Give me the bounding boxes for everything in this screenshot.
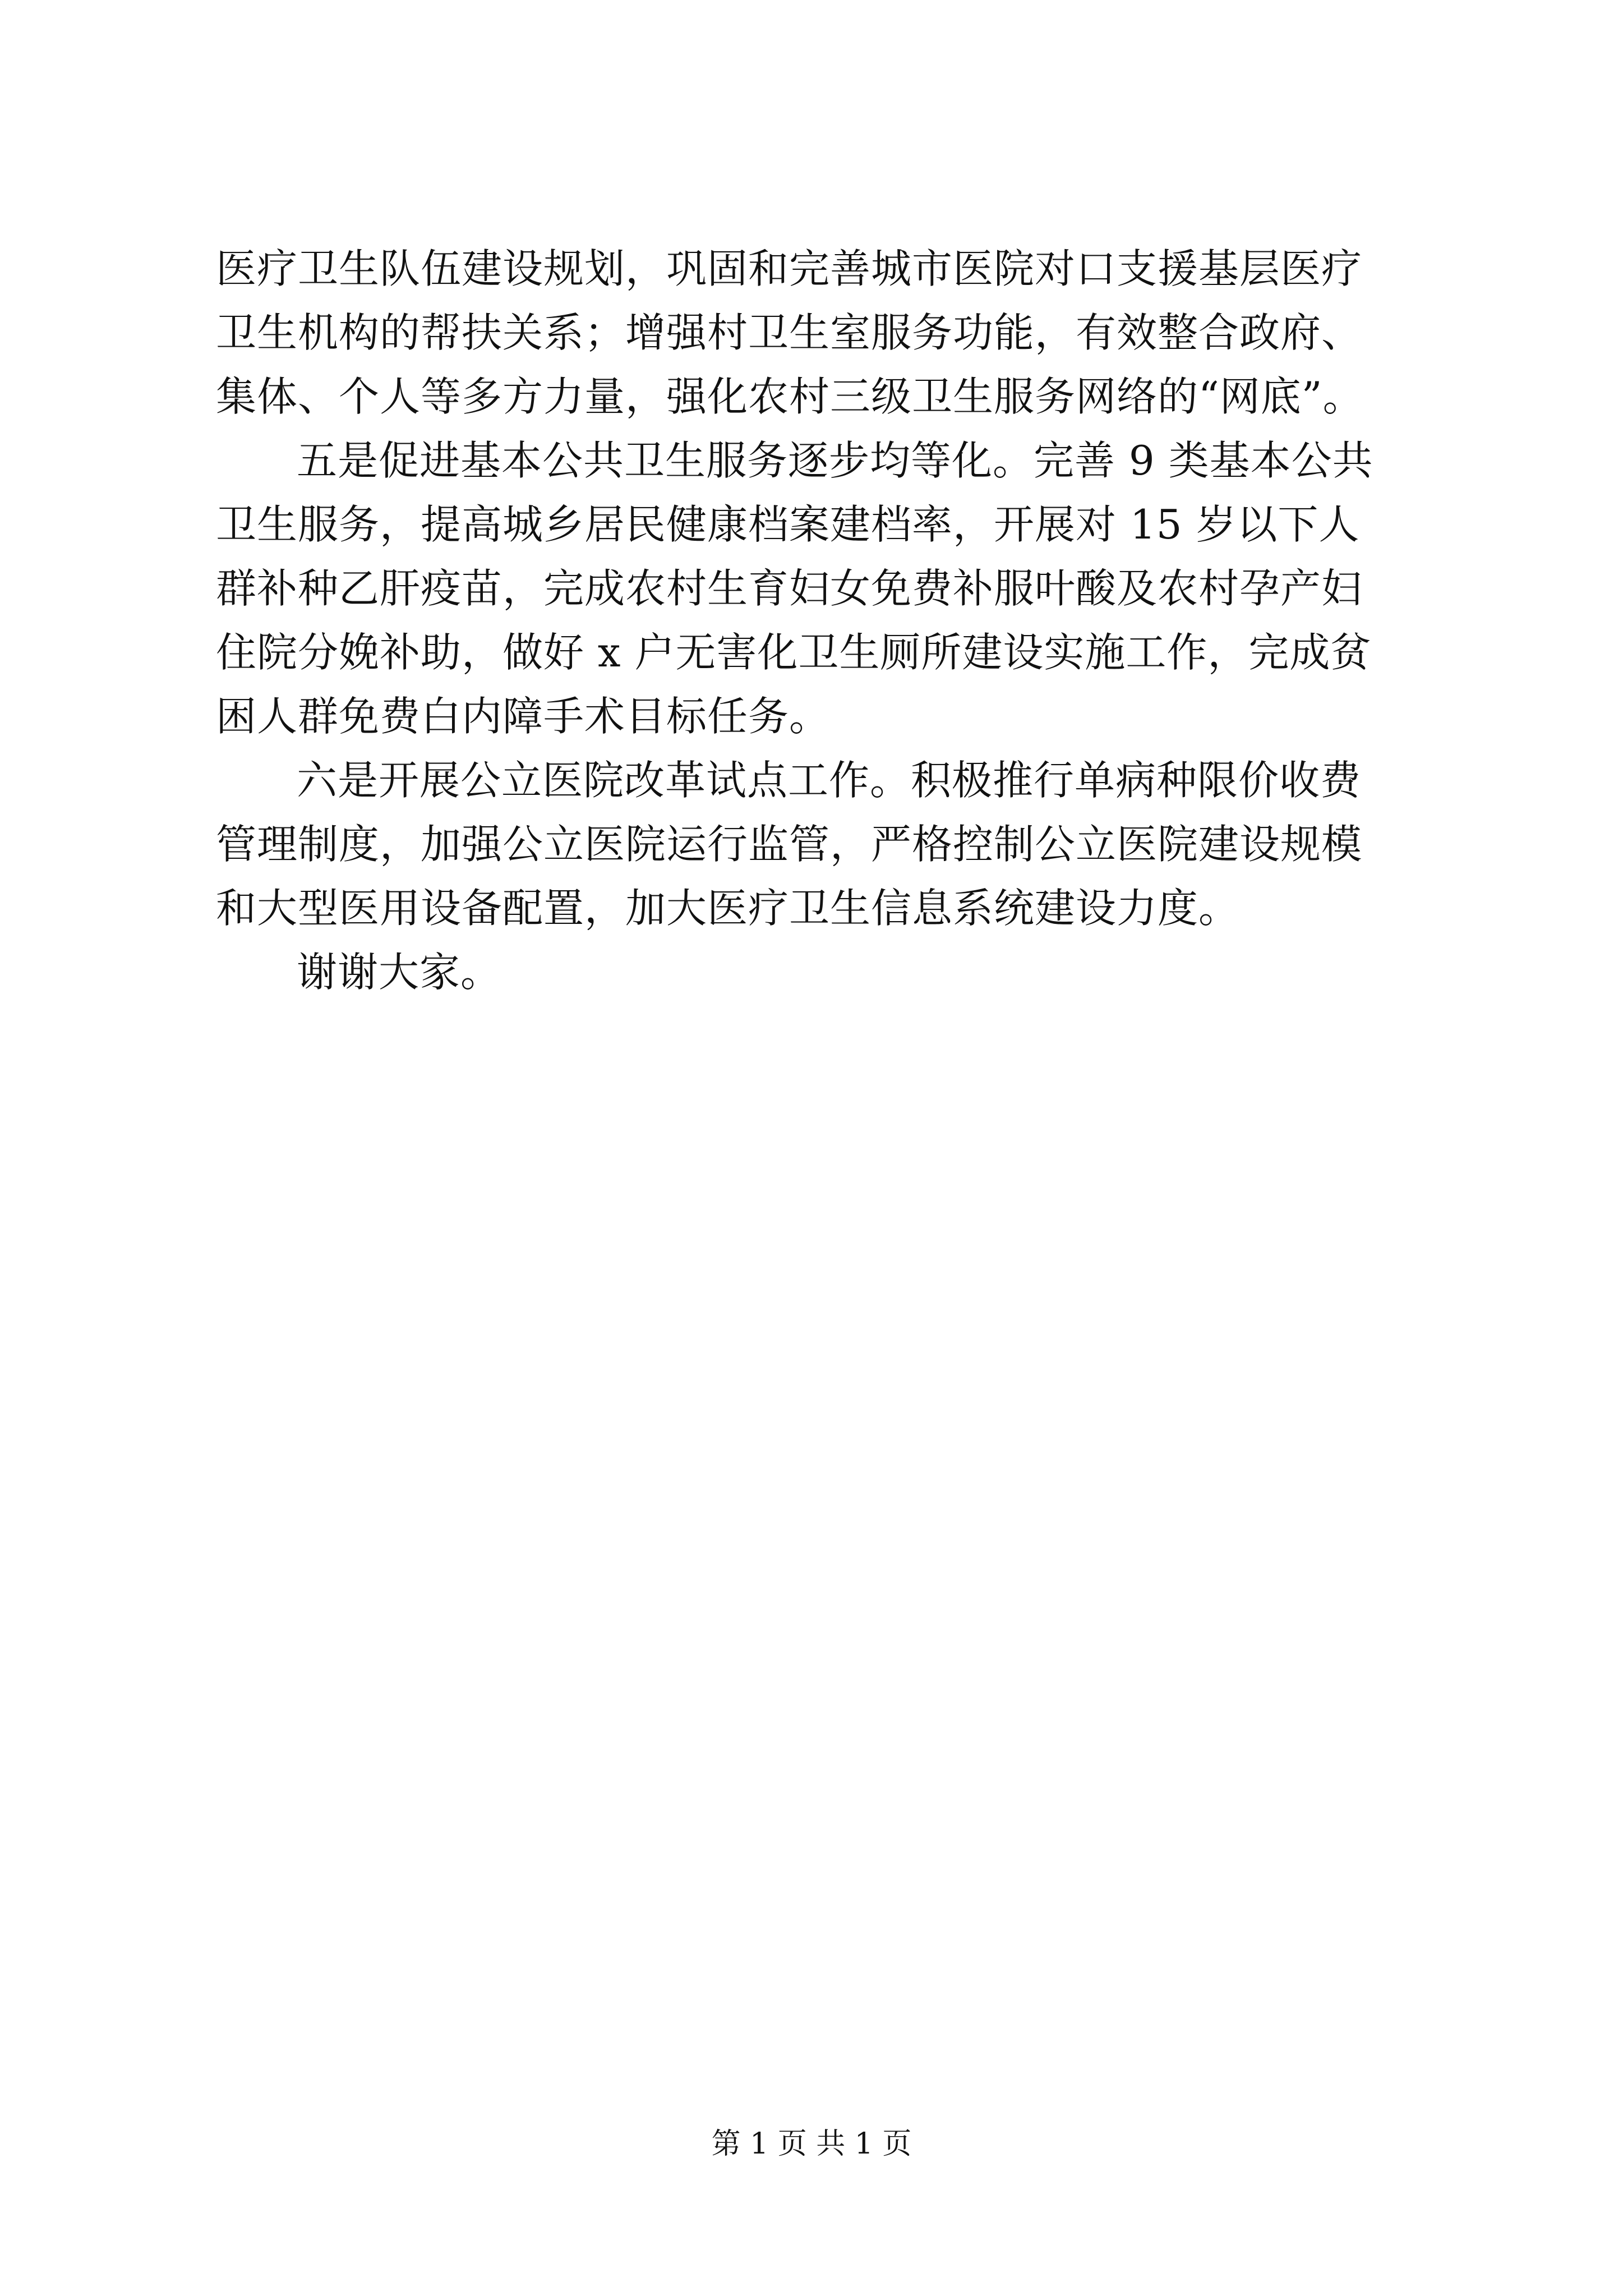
paragraph-five	[216, 429, 1422, 748]
text-line: 卫生服务，提高城乡居民健康档案建档率，开展对 15 岁以下人	[216, 501, 1360, 548]
paragraph-continuation	[216, 237, 1422, 429]
page-footer-page-number: 第 1 页 共 1 页	[711, 2127, 912, 2161]
text-line: 谢谢大家。	[297, 949, 502, 996]
text-line: 和大型医用设备配置，加大医疗卫生信息系统建设力度。	[216, 885, 1240, 932]
text-line: 集体、个人等多方力量，强化农村三级卫生服务网络的“网底”。	[216, 373, 1364, 420]
document-body	[216, 237, 1422, 1004]
text-line: 卫生机构的帮扶关系；增强村卫生室服务功能，有效整合政府、	[216, 309, 1363, 356]
text-line: 六是开展公立医院改革试点工作。积极推行单病种限价收费	[297, 757, 1362, 804]
text-line: 群补种乙肝疫苗，完成农村生育妇女免费补服叶酸及农村孕产妇	[216, 565, 1363, 612]
paragraph-six	[216, 748, 1422, 940]
paragraph-closing	[216, 940, 1422, 1004]
text-line: 医疗卫生队伍建设规划，巩固和完善城市医院对口支援基层医疗	[216, 245, 1363, 292]
text-line: 困人群免费白内障手术目标任务。	[216, 693, 831, 740]
text-line: 管理制度，加强公立医院运行监管，严格控制公立医院建设规模	[216, 821, 1363, 868]
text-line: 住院分娩补助，做好 x 户无害化卫生厕所建设实施工作，完成贫	[216, 629, 1372, 676]
text-line: 五是促进基本公共卫生服务逐步均等化。完善 9 类基本公共	[297, 437, 1373, 484]
